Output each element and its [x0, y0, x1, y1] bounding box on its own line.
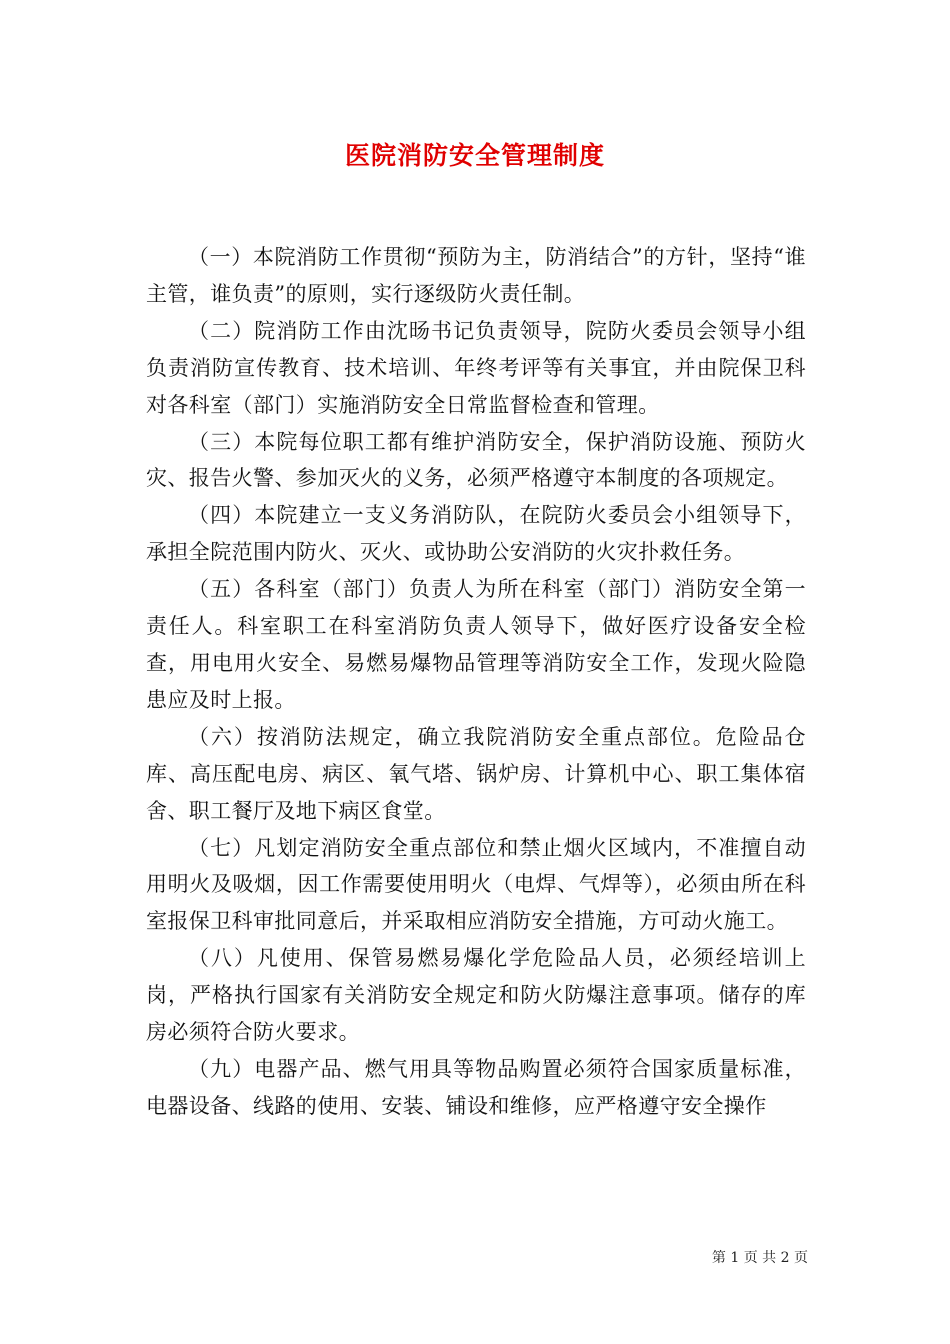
paragraph-9: （九）电器产品、燃气用具等物品购置必须符合国家质量标准，电器设备、线路的使用、安装、铺设和维修，应严格遵守安全操作	[146, 1056, 806, 1118]
document-body	[146, 239, 806, 1199]
paragraph-8: （八）凡使用、保管易燃易爆化学危险品人员，必须经培训上岗，严格执行国家有关消防安全规定和防火防爆注意事项。储存的库房必须符合防火要求。	[146, 946, 806, 1045]
paragraph-5: （五）各科室（部门）负责人为所在科室（部门）消防安全第一责任人。科室职工在科室消防负责人领导下，做好医疗设备安全检查，用电用火安全、易燃易爆物品管理等消防安全工作，发现火险隐患应及时上报。	[146, 577, 806, 712]
paragraph-2: （二）院消防工作由沈旸书记负责领导，院防火委员会领导小组负责消防宣传教育、技术培训、年终考评等有关事宜，并由院保卫科对各科室（部门）实施消防安全日常监督检查和管理。	[146, 318, 806, 417]
document-title: 医院消防安全管理制度	[344, 141, 605, 170]
paragraph-3: （三）本院每位职工都有维护消防安全，保护消防设施、预防火灾、报告火警、参加灭火的义务，必须严格遵守本制度的各项规定。	[146, 429, 806, 491]
paragraph-7: （七）凡划定消防安全重点部位和禁止烟火区域内，不准擅自动用明火及吸烟，因工作需要使用明火（电焊、气焊等），必须由所在科室报保卫科审批同意后，并采取相应消防安全措施，方可动火施工。	[146, 835, 806, 934]
paragraph-1: （一）本院消防工作贯彻“预防为主，防消结合”的方针，坚持“谁主管，谁负责”的原则，实行逐级防火责任制。	[146, 245, 806, 306]
page-number: 第 1 页 共 2 页	[711, 1250, 808, 1266]
paragraph-6: （六）按消防法规定，确立我院消防安全重点部位。危险品仓库、高压配电房、病区、氧气塔、锅炉房、计算机中心、职工集体宿舍、职工餐厅及地下病区食堂。	[146, 724, 806, 823]
paragraph-4: （四）本院建立一支义务消防队，在院防火委员会小组领导下，承担全院范围内防火、灭火、或协助公安消防的火灾扑救任务。	[146, 503, 806, 565]
